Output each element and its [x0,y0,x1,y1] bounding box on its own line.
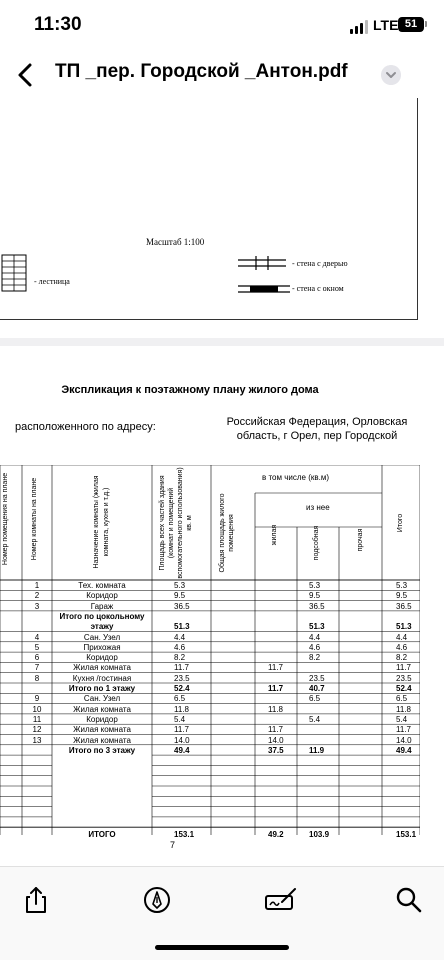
pdf-page-explication [0,346,444,866]
chevron-down-icon[interactable] [381,65,401,85]
header-living-total: Общая площадь жилого помещения [219,493,235,573]
cell-area: 4.4 [174,632,186,642]
cell-total: 51.3 [396,621,412,631]
wall-window-symbol-icon [236,283,292,295]
signature-icon[interactable] [264,885,298,915]
cell-auxiliary: 51.3 [309,621,325,631]
cell-purpose: Коридор [86,714,118,724]
cell-purpose: Итого по 3 этажу [68,745,136,755]
cell-total: 11.7 [396,725,411,735]
cell-purpose: Жилая комната [73,704,131,714]
battery-tip [425,21,427,27]
cell-auxiliary: 40.7 [309,684,325,693]
cell-living: 11.7 [268,684,284,693]
wall-door-symbol-icon [236,256,288,270]
search-icon[interactable] [394,885,424,915]
header-including: в том числе (кв.м) [262,473,329,482]
cell-auxiliary: 4.6 [309,642,321,652]
cell-total: 4.4 [396,632,408,642]
cell-total: 49.4 [396,745,412,755]
document-title[interactable]: ТП _пер. Городской _Антон.pdf [55,61,348,82]
cell-total: 9.5 [396,591,408,601]
cell-area: 6.5 [174,694,186,704]
cell-auxiliary: 11.9 [309,745,325,755]
cell-purpose: Тех. комната [78,581,126,590]
page-frame [0,98,418,320]
cell-total: 6.5 [396,694,408,704]
cell-area: 5.3 [174,581,186,590]
cell-room-no: 1 [34,581,40,590]
header-auxiliary: подсобная [313,525,320,561]
status-bar [0,0,444,52]
cell-total: 153.1 [396,830,417,840]
cell-room-no: 9 [34,694,40,704]
cell-auxiliary: 4.4 [309,632,321,642]
page-separator [0,338,444,346]
cell-total: 11.7 [396,663,411,673]
cell-living: 11.7 [268,725,283,735]
cell-room-no: 2 [34,591,40,601]
cell-living: 11.8 [268,704,283,714]
cell-auxiliary: 5.3 [309,581,321,590]
cell-purpose: Кухня /гостиная [72,673,132,683]
cell-auxiliary: 6.5 [309,694,321,704]
cellular-signal-icon [350,20,368,34]
cell-room-no: 8 [34,673,40,683]
cell-room-no: 7 [34,663,40,673]
cell-area: 14.0 [174,735,190,745]
navigation-bar [0,52,444,98]
cell-room-no: 13 [32,735,42,745]
back-chevron-icon[interactable] [14,61,38,89]
cell-purpose: Коридор [86,591,118,601]
cell-area: 36.5 [174,601,190,611]
cell-auxiliary: 8.2 [309,653,321,663]
cell-total: 14.0 [396,735,412,745]
cell-total: 5.3 [396,581,408,590]
cell-auxiliary: 5.4 [309,714,321,724]
cell-room-no: 10 [32,704,42,714]
cell-purpose: Жилая комната [73,663,131,673]
cell-area: 5.4 [174,714,186,724]
cell-area: 49.4 [174,745,190,755]
header-total: Итого [397,513,404,533]
cell-area: 4.6 [174,642,186,652]
cell-area: 11.7 [174,725,189,735]
cell-purpose: Гараж [90,601,114,611]
stairs-symbol-icon [0,253,30,293]
cell-room-no: 12 [32,725,42,735]
cell-purpose: Жилая комната [73,725,131,735]
cell-room-no: 11 [32,714,42,724]
scale-label: Масштаб 1:100 [146,237,205,247]
cell-purpose: Сан. Узел [83,694,121,704]
pdf-page-plan [0,98,444,338]
cell-auxiliary: 23.5 [309,673,325,683]
cell-area: 9.5 [174,591,186,601]
explication-title: Экспликация к поэтажному плану жилого дома [61,384,319,396]
wall-window-legend-label: - стена с окном [292,284,344,293]
cell-auxiliary: 9.5 [309,591,321,601]
cell-living: 11.7 [268,663,283,673]
header-purpose: Назначение комнаты (жилая комната, кухня и т.д.) [93,475,110,569]
cell-total: 52.4 [396,684,412,693]
cell-area: 52.4 [174,684,190,693]
cell-total: 8.2 [396,653,408,663]
cell-living: 14.0 [268,735,284,745]
cell-auxiliary: 36.5 [309,601,325,611]
network-type: LTE [373,17,399,33]
cell-purpose: Сан. Узел [83,632,121,642]
cell-room-no: 3 [34,601,40,611]
cell-room-no: 6 [34,653,40,663]
cell-purpose: Прихожая [83,642,121,652]
cell-total: 36.5 [396,601,412,611]
stairs-legend-label: - лестница [34,277,70,286]
cell-area: 8.2 [174,653,186,663]
cell-area: 153.1 [174,830,195,840]
cell-area: 23.5 [174,673,190,683]
cell-total: 4.6 [396,642,408,652]
cell-living: 37.5 [268,745,284,755]
cell-purpose: ИТОГО [88,830,116,840]
header-room-no: Номер комнаты на плане [31,477,38,561]
cell-purpose: Итого по 1 этажу [68,684,136,693]
header-living: жилая [271,524,278,546]
cell-total: 23.5 [396,673,412,683]
cell-auxiliary: 103.9 [309,830,330,840]
share-icon[interactable] [21,885,51,915]
cell-area: 11.8 [174,704,189,714]
cell-purpose: Коридор [86,653,118,663]
cell-living: 49.2 [268,830,284,840]
cell-total: 11.8 [396,704,411,714]
header-area: Площадь всех частей здания (комнат и помещений вспомогательного использования) кв. м [159,467,193,579]
cell-purpose: Жилая комната [73,735,131,745]
clock: 11:30 [34,14,82,35]
home-indicator [155,945,289,950]
markup-icon[interactable] [142,885,172,915]
header-plan-no: Номер помещения на плане [2,472,9,566]
battery-icon: 51 [398,17,424,32]
address-label: расположенного по адресу: [15,421,156,433]
wall-door-legend-label: - стена с дверью [292,259,348,268]
cell-area: 11.7 [174,663,189,673]
header-other: прочая [357,528,364,552]
cell-area: 51.3 [174,621,190,631]
header-of-which: из нее [306,503,330,512]
cell-total: 5.4 [396,714,408,724]
cell-purpose: Итого по цокольному этажу [59,611,145,631]
cell-room-no: 5 [34,642,40,652]
address-value: Российская Федерация, Орловская область, г Орел, пер Городской [226,416,408,442]
page-number: 7 [170,840,176,850]
cell-room-no: 4 [34,632,40,642]
